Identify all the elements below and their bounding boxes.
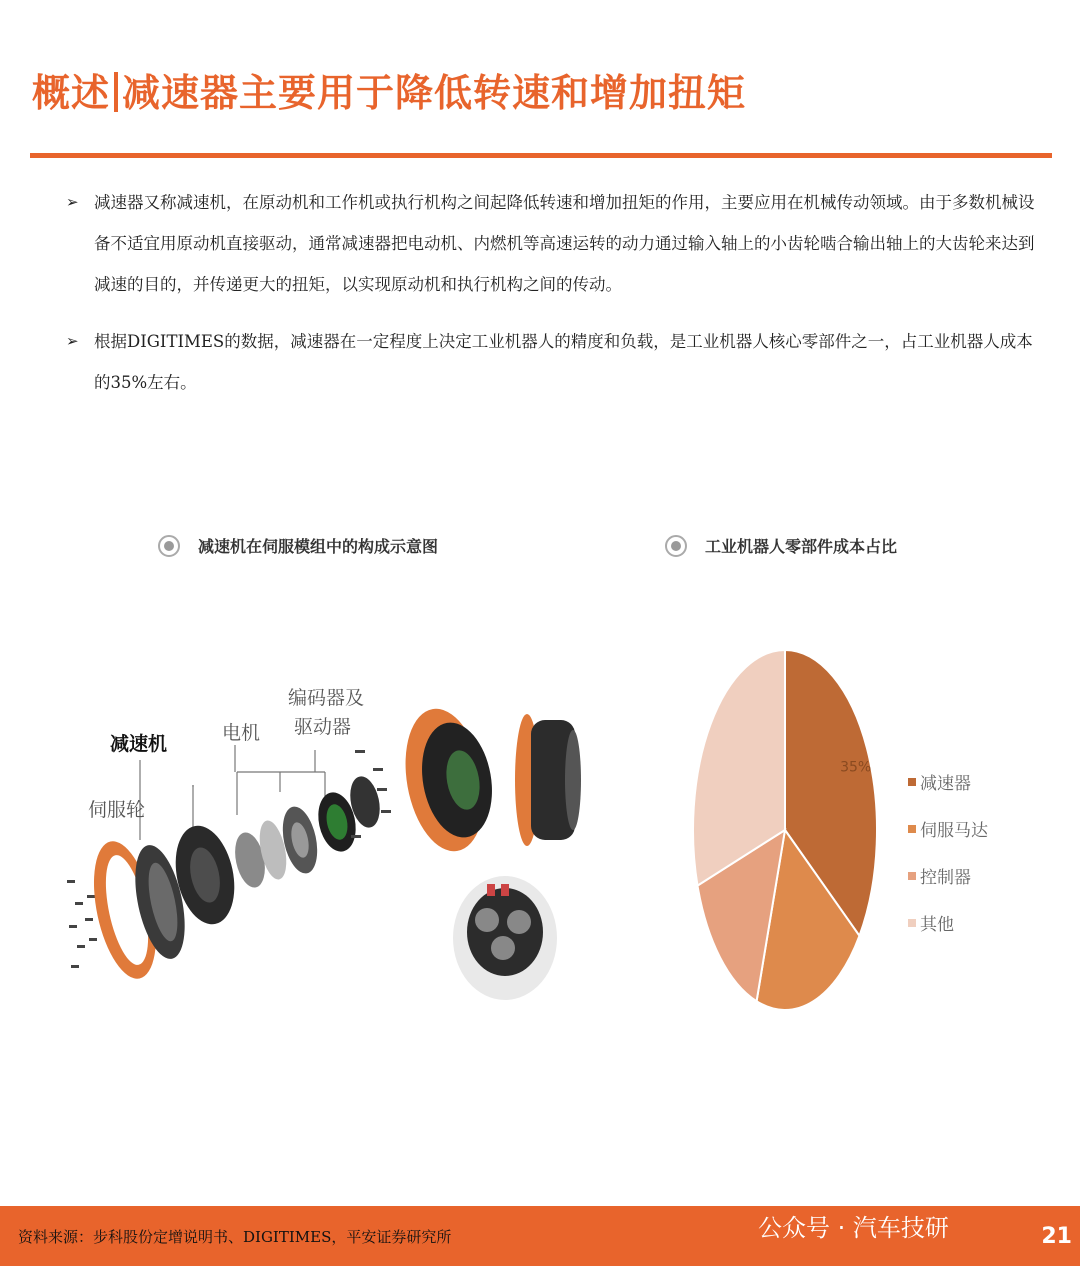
legend-label: 控制器: [920, 868, 971, 888]
watermark: 公众号 · 汽车技研: [758, 1214, 949, 1242]
left-panel-title: [158, 534, 438, 557]
bullet-list: [66, 182, 1046, 419]
legend-label: 其他: [920, 915, 954, 935]
arrow-bullet-icon: ➢: [66, 193, 79, 211]
legend-item: [908, 899, 988, 946]
radio-circle-icon: [158, 535, 180, 557]
legend-item: [908, 805, 988, 852]
bullet-item: [66, 182, 1046, 305]
footer-bar: [0, 1206, 1080, 1266]
legend-swatch: [908, 825, 916, 833]
radio-circle-icon: [665, 535, 687, 557]
legend-item: [908, 852, 988, 899]
title-main: 减速器主要用于降低转速和增加扭矩: [122, 71, 747, 115]
cost-pie-chart: [680, 640, 880, 1040]
chart-legend: [908, 758, 988, 946]
pie-data-label: 35%: [840, 759, 872, 776]
left-panel-title-text: 减速机在伺服模组中的构成示意图: [198, 537, 439, 556]
label-encoder-line2: 驱动器: [294, 716, 352, 738]
right-panel-title-text: 工业机器人零部件成本占比: [705, 537, 898, 556]
arrow-bullet-icon: ➢: [66, 332, 79, 350]
legend-swatch: [908, 872, 916, 880]
bullet-text: 减速器又称减速机，在原动机和工作机或执行机构之间起降低转速和增加扭矩的作用，主要应用在机械传动领域。由于多数机械设备不适宜用原动机直接驱动，通常减速器把电动机、内燃机等高速运转的动力通过输入轴上的小齿轮啮合输出轴上的大齿轮来达到减速的目的，并传递更大的扭矩，以实现原动机和执行机构之间的传动。: [94, 193, 1035, 294]
bullet-item: [66, 321, 1046, 403]
right-panel-title: [665, 534, 897, 557]
legend-label: 减速器: [920, 774, 971, 794]
label-reducer: 减速机: [110, 733, 168, 755]
label-wheel: 伺服轮: [88, 799, 146, 821]
label-motor: 电机: [222, 722, 261, 744]
source-note: 资料来源：步科股份定增说明书、DIGITIMES，平安证券研究所: [18, 1228, 452, 1246]
title-prefix: 概述: [32, 71, 111, 115]
page-number: 21: [1041, 1224, 1072, 1249]
legend-swatch: [908, 778, 916, 786]
title-rule: [30, 153, 1052, 158]
label-encoder-line1: 编码器及: [288, 687, 365, 709]
page-title: [32, 62, 746, 117]
legend-item: [908, 758, 988, 805]
bullet-text: 根据DIGITIMES的数据，减速器在一定程度上决定工业机器人的精度和负载，是工业机器人核心零部件之一，占工业机器人成本的35%左右。: [94, 332, 1033, 392]
legend-label: 伺服马达: [920, 821, 988, 841]
title-divider: [114, 72, 118, 112]
legend-swatch: [908, 919, 916, 927]
